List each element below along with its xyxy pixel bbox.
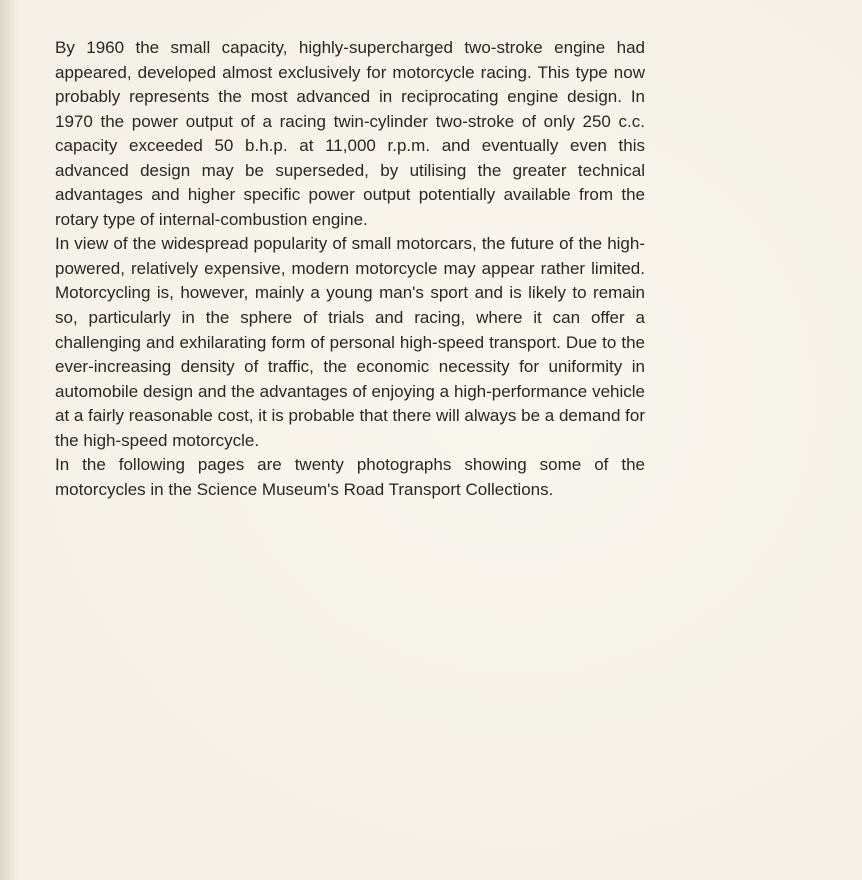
page-gutter bbox=[0, 0, 18, 880]
paragraph-engine-history: By 1960 the small capacity, highly-supercharged two-stroke engine had appeared, developed almost exclusively for motorcycle racing. This type now probably represents the most advanced in reciprocating engine design. In 1970 the power output of a racing twin-cylinder two-stroke of only 250 c.c. capacity exceeded 50 b.h.p. at 11,000 r.p.m. and eventually even this advanced design may be superseded, by utilising the greater technical advantages and higher specific power output potentially available from the rotary type of internal-combustion engine. bbox=[55, 38, 645, 229]
paragraph-photographs-intro: In the following pages are twenty photographs showing some of the motorcycles in the Science Museum's Road Transport Collections. bbox=[55, 455, 645, 499]
body-text bbox=[55, 36, 645, 502]
paragraph-motorcycle-future: In view of the widespread popularity of small motorcars, the future of the high-powered, relatively expensive, modern motorcycle may appear rather limited. Motorcycling is, however, mainly a young man's sport and is likely to remain so, particularly in the sphere of trials and racing, where it can offer a challenging and exhilarating form of personal high-speed transport. Due to the ever-increasing density of traffic, the economic necessity for uniformity in automobile design and the advantages of enjoying a high-performance vehicle at a fairly reasonable cost, it is probable that there will always be a demand for the high-speed motorcycle. bbox=[55, 234, 645, 450]
